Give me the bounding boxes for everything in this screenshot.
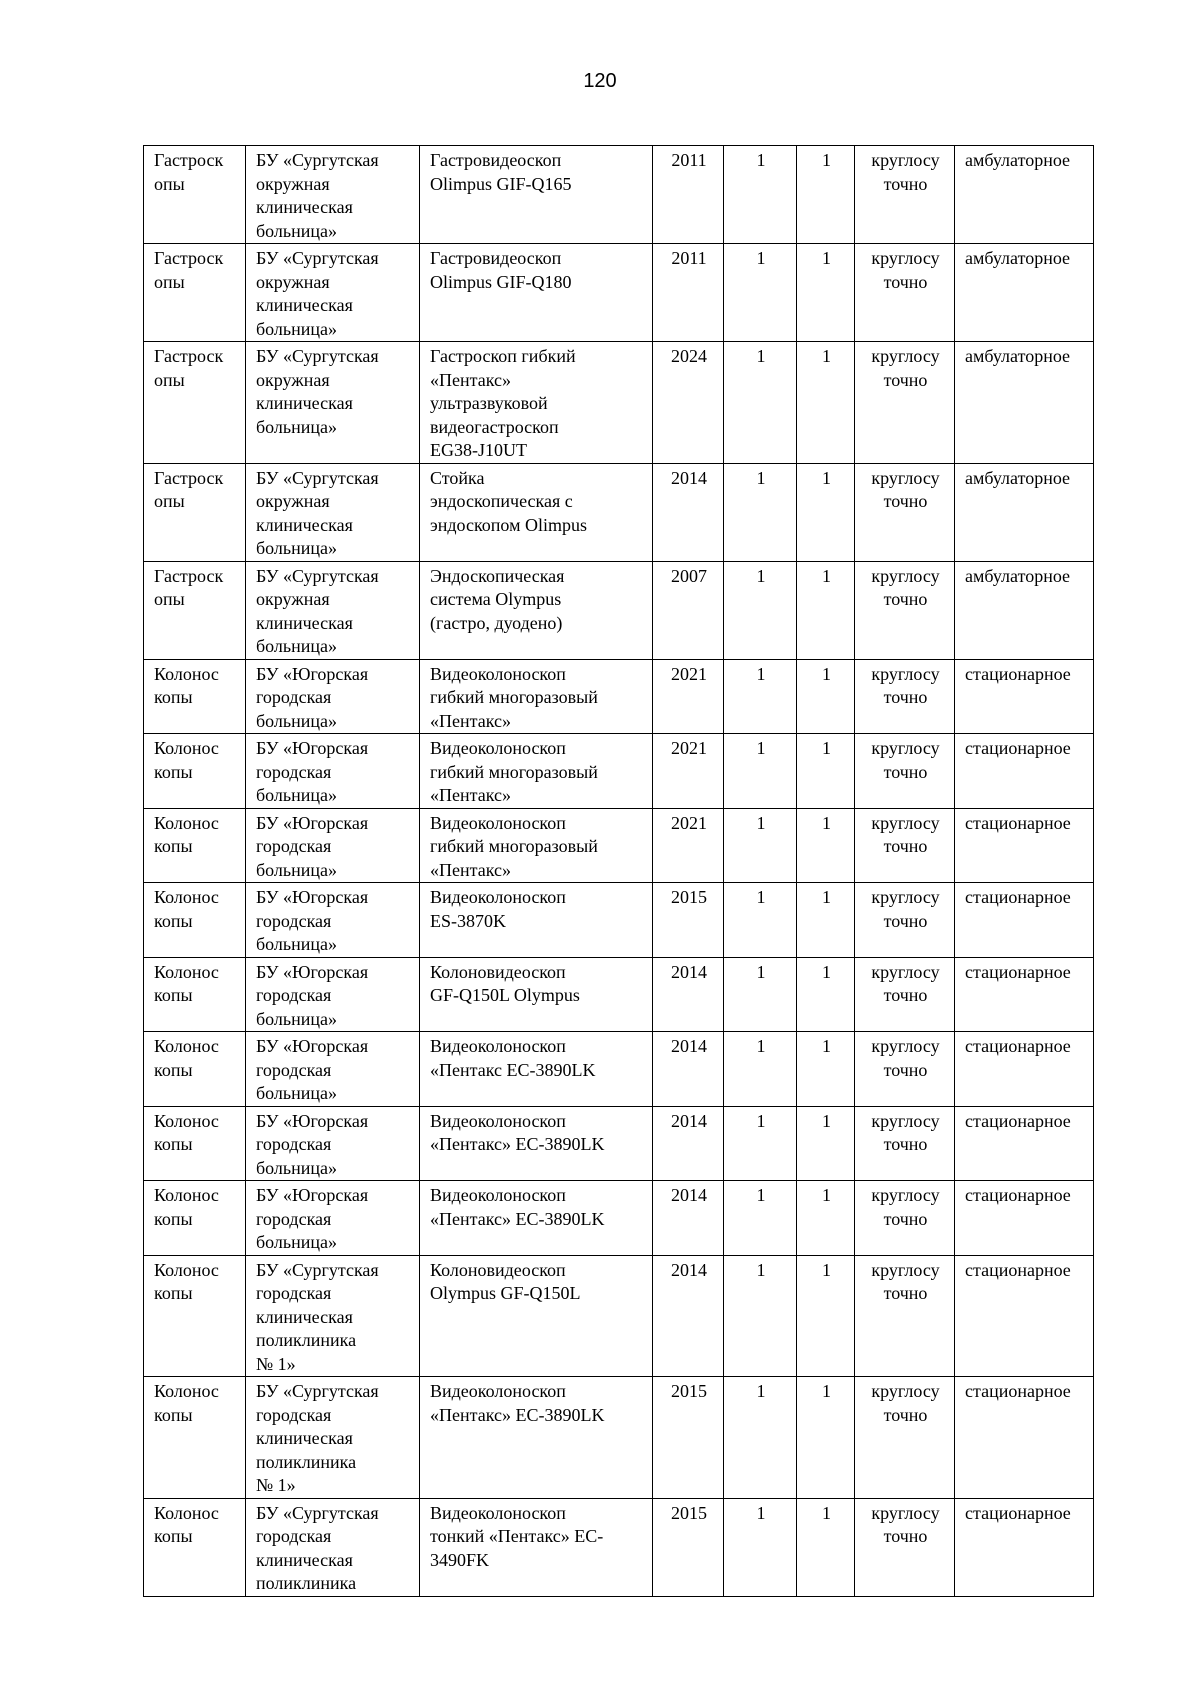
cell-year: 2021 — [653, 659, 724, 734]
cell-quantity: 1 — [724, 1181, 797, 1256]
cell-operating-mode: круглосу точно — [855, 561, 955, 659]
cell-operating-mode: круглосу точно — [855, 342, 955, 464]
cell-quantity-in-use: 1 — [797, 244, 855, 342]
cell-equipment: Эндоскопическая система Olympus (гастро, дуодено) — [420, 561, 653, 659]
table-row — [144, 1181, 1094, 1256]
table-row — [144, 659, 1094, 734]
cell-category: Колонос копы — [144, 808, 246, 883]
cell-quantity-in-use: 1 — [797, 957, 855, 1032]
cell-category: Гастроск опы — [144, 244, 246, 342]
cell-year: 2014 — [653, 463, 724, 561]
cell-equipment: Гастровидеоскоп Olimpus GIF-Q165 — [420, 146, 653, 244]
cell-equipment: Стойка эндоскопическая с эндоскопом Olimpus — [420, 463, 653, 561]
cell-institution: БУ «Югорская городская больница» — [246, 659, 420, 734]
cell-operating-mode: круглосу точно — [855, 808, 955, 883]
cell-equipment: Видеоколоноскоп ES-3870K — [420, 883, 653, 958]
table-row — [144, 463, 1094, 561]
table-row — [144, 1032, 1094, 1107]
table-row — [144, 561, 1094, 659]
cell-quantity: 1 — [724, 561, 797, 659]
cell-care-type: стационарное — [955, 659, 1094, 734]
table-row — [144, 734, 1094, 809]
cell-operating-mode: круглосу точно — [855, 659, 955, 734]
cell-category: Колонос копы — [144, 659, 246, 734]
cell-category: Колонос копы — [144, 734, 246, 809]
cell-year: 2011 — [653, 244, 724, 342]
cell-equipment: Видеоколоноскоп «Пентакс» EC-3890LK — [420, 1181, 653, 1256]
cell-quantity: 1 — [724, 463, 797, 561]
cell-quantity-in-use: 1 — [797, 463, 855, 561]
cell-care-type: амбулаторное — [955, 463, 1094, 561]
equipment-table — [143, 145, 1094, 1597]
cell-operating-mode: круглосу точно — [855, 1255, 955, 1377]
cell-institution: БУ «Сургутская окружная клиническая больница» — [246, 561, 420, 659]
cell-care-type: стационарное — [955, 883, 1094, 958]
cell-quantity-in-use: 1 — [797, 561, 855, 659]
cell-category: Колонос копы — [144, 957, 246, 1032]
cell-institution: БУ «Сургутская городская клиническая поликлиника — [246, 1498, 420, 1596]
table-row — [144, 1255, 1094, 1377]
cell-category: Гастроск опы — [144, 342, 246, 464]
cell-institution: БУ «Югорская городская больница» — [246, 883, 420, 958]
cell-year: 2011 — [653, 146, 724, 244]
cell-equipment: Видеоколоноскоп «Пентакс» EC-3890LK — [420, 1377, 653, 1499]
cell-institution: БУ «Югорская городская больница» — [246, 808, 420, 883]
cell-care-type: амбулаторное — [955, 146, 1094, 244]
cell-institution: БУ «Сургутская окружная клиническая больница» — [246, 146, 420, 244]
cell-equipment: Гастровидеоскоп Olimpus GIF-Q180 — [420, 244, 653, 342]
table-row — [144, 342, 1094, 464]
cell-operating-mode: круглосу точно — [855, 1181, 955, 1256]
cell-quantity-in-use: 1 — [797, 734, 855, 809]
cell-quantity-in-use: 1 — [797, 1255, 855, 1377]
cell-quantity: 1 — [724, 883, 797, 958]
cell-category: Колонос копы — [144, 1106, 246, 1181]
table-row — [144, 808, 1094, 883]
cell-year: 2007 — [653, 561, 724, 659]
cell-institution: БУ «Сургутская окружная клиническая больница» — [246, 463, 420, 561]
cell-year: 2015 — [653, 1498, 724, 1596]
table-row — [144, 957, 1094, 1032]
cell-quantity: 1 — [724, 808, 797, 883]
cell-care-type: стационарное — [955, 1106, 1094, 1181]
cell-institution: БУ «Югорская городская больница» — [246, 957, 420, 1032]
cell-quantity-in-use: 1 — [797, 1377, 855, 1499]
cell-institution: БУ «Югорская городская больница» — [246, 1106, 420, 1181]
cell-equipment: Видеоколоноскоп гибкий многоразовый «Пентакс» — [420, 808, 653, 883]
cell-year: 2014 — [653, 1032, 724, 1107]
cell-institution: БУ «Югорская городская больница» — [246, 734, 420, 809]
cell-care-type: стационарное — [955, 734, 1094, 809]
cell-quantity: 1 — [724, 659, 797, 734]
cell-category: Гастроск опы — [144, 146, 246, 244]
cell-operating-mode: круглосу точно — [855, 883, 955, 958]
cell-equipment: Видеоколоноскоп гибкий многоразовый «Пентакс» — [420, 659, 653, 734]
cell-quantity: 1 — [724, 146, 797, 244]
cell-operating-mode: круглосу точно — [855, 957, 955, 1032]
cell-quantity: 1 — [724, 244, 797, 342]
cell-care-type: стационарное — [955, 1255, 1094, 1377]
cell-quantity-in-use: 1 — [797, 659, 855, 734]
cell-category: Гастроск опы — [144, 463, 246, 561]
cell-care-type: амбулаторное — [955, 244, 1094, 342]
cell-quantity-in-use: 1 — [797, 1032, 855, 1107]
cell-operating-mode: круглосу точно — [855, 1106, 955, 1181]
cell-institution: БУ «Югорская городская больница» — [246, 1032, 420, 1107]
cell-care-type: стационарное — [955, 1032, 1094, 1107]
cell-quantity: 1 — [724, 1377, 797, 1499]
cell-equipment: Видеоколоноскоп гибкий многоразовый «Пентакс» — [420, 734, 653, 809]
cell-care-type: стационарное — [955, 1181, 1094, 1256]
cell-operating-mode: круглосу точно — [855, 146, 955, 244]
cell-year: 2024 — [653, 342, 724, 464]
table-row — [144, 1377, 1094, 1499]
cell-year: 2014 — [653, 957, 724, 1032]
table-row — [144, 883, 1094, 958]
cell-category: Колонос копы — [144, 1498, 246, 1596]
cell-care-type: стационарное — [955, 957, 1094, 1032]
cell-equipment: Колоновидеоскоп Olympus GF-Q150L — [420, 1255, 653, 1377]
table-body — [144, 146, 1094, 1597]
cell-quantity-in-use: 1 — [797, 146, 855, 244]
cell-care-type: амбулаторное — [955, 561, 1094, 659]
cell-category: Колонос копы — [144, 1255, 246, 1377]
cell-quantity-in-use: 1 — [797, 883, 855, 958]
cell-year: 2014 — [653, 1106, 724, 1181]
cell-quantity: 1 — [724, 1032, 797, 1107]
cell-quantity: 1 — [724, 1106, 797, 1181]
cell-quantity: 1 — [724, 1255, 797, 1377]
table-row — [144, 244, 1094, 342]
cell-year: 2021 — [653, 808, 724, 883]
cell-year: 2015 — [653, 883, 724, 958]
cell-quantity-in-use: 1 — [797, 1498, 855, 1596]
page-number: 120 — [583, 70, 617, 92]
cell-care-type: стационарное — [955, 1377, 1094, 1499]
cell-quantity: 1 — [724, 734, 797, 809]
cell-equipment: Видеоколоноскоп тонкий «Пентакс» EC- 3490FK — [420, 1498, 653, 1596]
cell-equipment: Видеоколоноскоп «Пентакс» EC-3890LK — [420, 1106, 653, 1181]
cell-quantity: 1 — [724, 957, 797, 1032]
cell-institution: БУ «Сургутская городская клиническая поликлиника № 1» — [246, 1255, 420, 1377]
cell-quantity-in-use: 1 — [797, 1181, 855, 1256]
cell-year: 2021 — [653, 734, 724, 809]
cell-operating-mode: круглосу точно — [855, 734, 955, 809]
cell-category: Колонос копы — [144, 883, 246, 958]
cell-quantity: 1 — [724, 342, 797, 464]
cell-year: 2014 — [653, 1255, 724, 1377]
table-row — [144, 1106, 1094, 1181]
table-row — [144, 146, 1094, 244]
cell-operating-mode: круглосу точно — [855, 1032, 955, 1107]
cell-institution: БУ «Югорская городская больница» — [246, 1181, 420, 1256]
cell-year: 2014 — [653, 1181, 724, 1256]
cell-quantity-in-use: 1 — [797, 808, 855, 883]
cell-care-type: амбулаторное — [955, 342, 1094, 464]
cell-equipment: Гастроскоп гибкий «Пентакс» ультразвуковой видеогастроскоп EG38-J10UT — [420, 342, 653, 464]
cell-care-type: стационарное — [955, 1498, 1094, 1596]
cell-quantity: 1 — [724, 1498, 797, 1596]
table-row — [144, 1498, 1094, 1596]
cell-care-type: стационарное — [955, 808, 1094, 883]
cell-operating-mode: круглосу точно — [855, 1498, 955, 1596]
cell-quantity-in-use: 1 — [797, 342, 855, 464]
cell-category: Колонос копы — [144, 1181, 246, 1256]
cell-category: Колонос копы — [144, 1377, 246, 1499]
cell-operating-mode: круглосу точно — [855, 463, 955, 561]
cell-institution: БУ «Сургутская окружная клиническая больница» — [246, 244, 420, 342]
cell-operating-mode: круглосу точно — [855, 244, 955, 342]
cell-equipment: Колоновидеоскоп GF-Q150L Olympus — [420, 957, 653, 1032]
cell-category: Гастроск опы — [144, 561, 246, 659]
cell-operating-mode: круглосу точно — [855, 1377, 955, 1499]
cell-equipment: Видеоколоноскоп «Пентакс EC-3890LK — [420, 1032, 653, 1107]
cell-category: Колонос копы — [144, 1032, 246, 1107]
cell-quantity-in-use: 1 — [797, 1106, 855, 1181]
cell-institution: БУ «Сургутская городская клиническая поликлиника № 1» — [246, 1377, 420, 1499]
cell-institution: БУ «Сургутская окружная клиническая больница» — [246, 342, 420, 464]
cell-year: 2015 — [653, 1377, 724, 1499]
